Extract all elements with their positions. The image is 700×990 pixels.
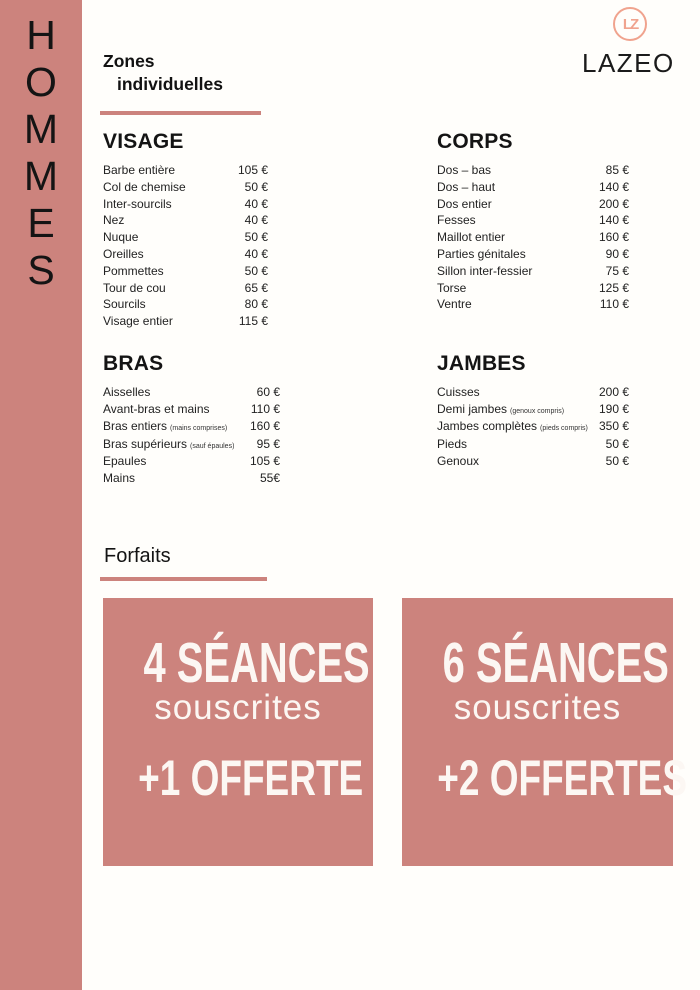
price-value: 160 € (598, 230, 629, 245)
price-label: Ventre (437, 297, 472, 312)
section-jambes (437, 351, 629, 471)
section-title: VISAGE (103, 130, 184, 153)
price-value: 125 € (598, 280, 629, 295)
price-row (437, 213, 629, 230)
price-note: (sauf épaules) (190, 442, 235, 450)
price-value: 95 € (256, 436, 280, 451)
price-row (103, 419, 280, 436)
sidebar-letter: M (23, 106, 59, 152)
price-label: Aisselles (103, 385, 151, 399)
lazeo-logo-icon (613, 7, 647, 41)
price-value: 40 € (244, 196, 268, 211)
page-title (103, 50, 223, 96)
price-label: Bras supérieurs (103, 436, 188, 451)
price-value: 80 € (244, 297, 268, 312)
price-label: Cuisses (437, 385, 480, 399)
price-label: Dos – bas (437, 163, 492, 177)
section-visage (103, 129, 268, 331)
price-row (437, 437, 629, 454)
price-value: 110 € (250, 402, 280, 417)
price-row (103, 385, 280, 402)
price-label: Jambes complètes (437, 419, 538, 434)
price-label: Barbe entière (103, 163, 176, 177)
price-value: 50 € (605, 453, 629, 468)
lazeo-monogram: LZ (622, 15, 638, 33)
offer-box-6-seances (402, 598, 688, 866)
price-label: Col de chemise (103, 179, 186, 194)
price-label: Demi jambes (437, 402, 508, 417)
price-value: 140 € (598, 179, 629, 194)
price-value: 110 € (599, 297, 629, 312)
offer-box-4-seances (103, 598, 373, 866)
price-label: Fesses (437, 213, 476, 228)
section-bras (103, 351, 280, 488)
price-label: Avant-bras et mains (103, 402, 210, 417)
price-value: 115 € (238, 314, 268, 329)
price-row (437, 419, 629, 436)
forfaits-title: Forfaits (104, 545, 171, 567)
title-underline (100, 111, 261, 115)
sidebar-letter: O (25, 59, 57, 105)
price-row (437, 197, 629, 214)
price-row (437, 297, 629, 314)
forfaits-underline (100, 577, 267, 581)
price-label: Sillon inter-fessier (437, 263, 533, 278)
hommes-sidebar (0, 0, 82, 990)
price-row (103, 264, 268, 281)
price-value: 40 € (244, 246, 268, 261)
page-title-line2: individuelles (117, 74, 223, 94)
price-row (103, 471, 280, 488)
sidebar-letter: S (27, 247, 55, 293)
price-row (437, 385, 629, 402)
price-label: Epaules (103, 453, 147, 468)
price-value: 40 € (244, 213, 268, 228)
price-value: 105 € (249, 453, 280, 468)
price-value: 60 € (256, 385, 280, 399)
price-value: 105 € (237, 163, 268, 177)
price-row (103, 213, 268, 230)
section-title: CORPS (437, 130, 513, 153)
price-label: Genoux (437, 453, 480, 468)
price-row (103, 281, 268, 298)
sidebar-letter: H (26, 12, 56, 58)
price-row (103, 230, 268, 247)
price-label: Maillot entier (437, 230, 506, 245)
price-value: 160 € (249, 419, 280, 434)
price-value: 85 € (605, 163, 629, 177)
offer-bonus: +1 OFFERTE (138, 750, 364, 806)
offer-sessions-count: 4 SÉANCES (143, 631, 370, 695)
price-row (103, 163, 268, 180)
price-row (437, 230, 629, 247)
offer-sessions-subtitle: souscrites (154, 688, 322, 727)
price-value: 50 € (244, 230, 268, 245)
price-note: (pieds compris) (540, 425, 588, 433)
price-row (103, 180, 268, 197)
price-label: Sourcils (103, 297, 146, 312)
sidebar-letter: M (23, 153, 59, 199)
price-label: Pommettes (103, 263, 164, 278)
price-note: (mains comprises) (170, 425, 228, 433)
price-row (437, 247, 629, 264)
price-label: Nez (103, 213, 125, 228)
price-row (437, 163, 629, 180)
price-row (437, 454, 629, 471)
price-label: Oreilles (103, 246, 144, 261)
price-value: 50 € (244, 179, 268, 194)
section-corps (437, 129, 629, 314)
price-value: 200 € (598, 385, 629, 399)
section-title: JAMBES (437, 352, 526, 375)
price-row (103, 402, 280, 419)
price-label: Visage entier (103, 314, 173, 329)
price-label: Dos – haut (437, 179, 496, 194)
price-note: (genoux compris) (510, 408, 565, 416)
price-value: 140 € (598, 213, 629, 228)
price-label: Tour de cou (103, 280, 166, 295)
price-label: Inter-sourcils (103, 196, 172, 211)
price-label: Dos entier (437, 196, 492, 211)
price-label: Parties génitales (437, 246, 526, 261)
price-label: Nuque (103, 230, 139, 245)
price-row (437, 264, 629, 281)
price-label: Torse (437, 280, 467, 295)
price-row (103, 197, 268, 214)
price-value: 50 € (244, 263, 268, 278)
price-row (103, 437, 280, 454)
price-row (103, 297, 268, 314)
price-label: Bras entiers (103, 419, 168, 434)
price-value: 75 € (605, 263, 629, 278)
price-row (103, 247, 268, 264)
sidebar-letter: E (27, 200, 55, 246)
price-value: 200 € (598, 196, 629, 211)
offer-bonus: +2 OFFERTES (437, 750, 688, 806)
price-label: Pieds (437, 436, 468, 451)
section-title: BRAS (103, 352, 164, 375)
price-row (437, 402, 629, 419)
page-title-line1: Zones (103, 51, 155, 71)
price-row (103, 314, 268, 331)
hommes-vertical-word (0, 0, 82, 294)
offer-sessions-count: 6 SÉANCES (442, 631, 669, 695)
price-value: 90 € (605, 246, 629, 261)
price-value: 65 € (244, 280, 268, 295)
offer-sessions-subtitle: souscrites (453, 688, 622, 727)
price-value: 190 € (598, 402, 629, 417)
lazeo-wordmark: LAZEO (582, 48, 675, 78)
price-row (103, 454, 280, 471)
price-value: 350 € (598, 419, 629, 434)
price-value: 55€ (259, 470, 280, 485)
price-row (437, 180, 629, 197)
price-value: 50 € (605, 436, 629, 451)
price-label: Mains (103, 470, 136, 485)
price-row (437, 281, 629, 298)
